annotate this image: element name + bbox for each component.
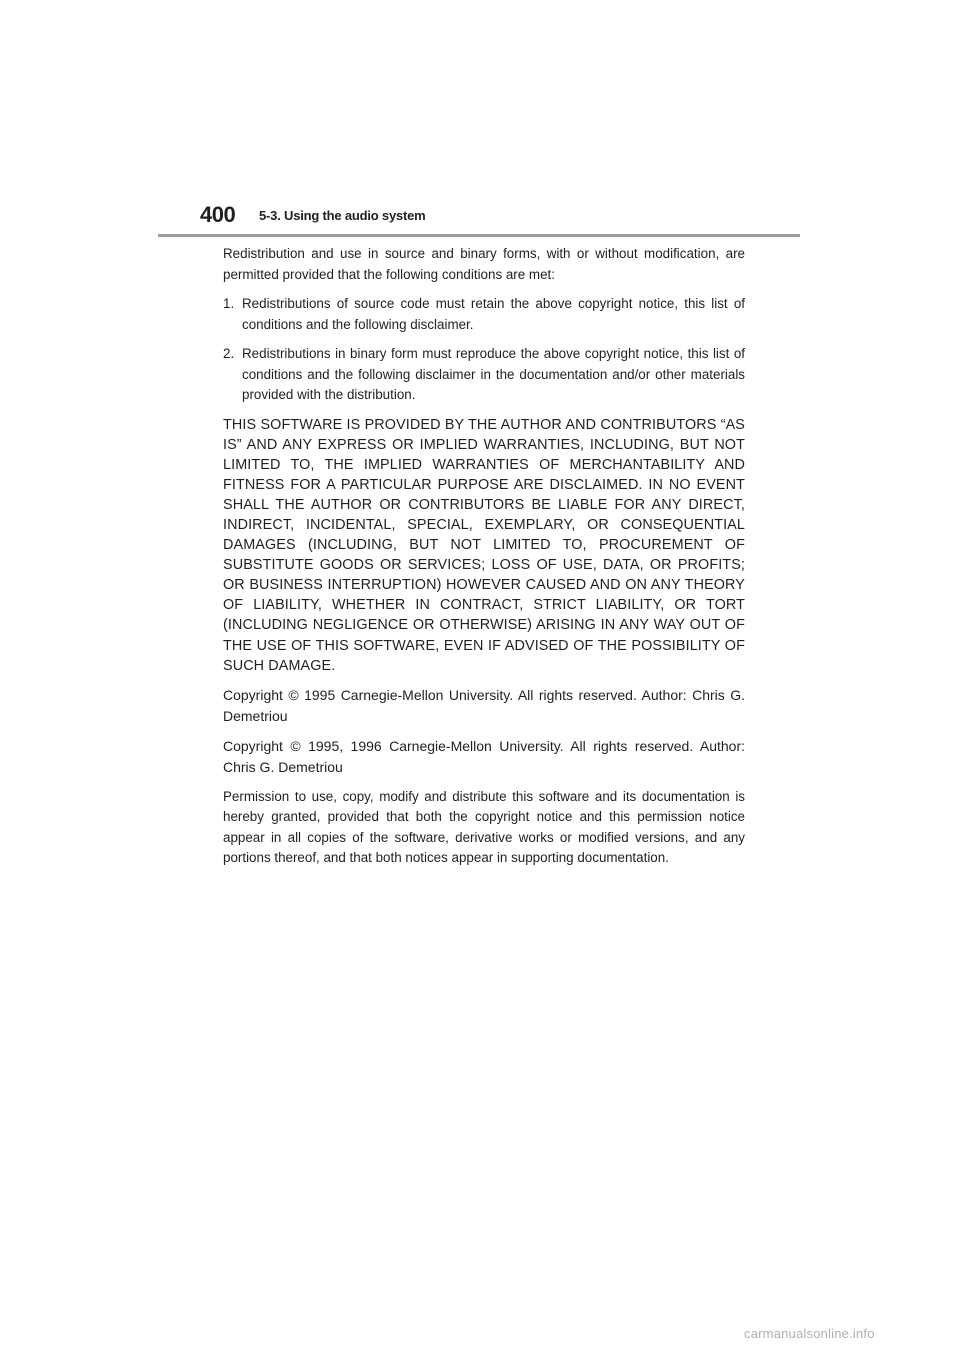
condition-text: Redistributions in binary form must reproduce the above copyright notice, this list of conditions and the following disclaimer in the documentation and/or other materials provided with the distribution. [242, 346, 745, 402]
permission-paragraph: Permission to use, copy, modify and distribute this software and its documentation is hereby granted, provided that both the copyright notice and this permission notice appear in all copies of the software, derivative works or modified versions, and any portions thereof, and that both notices appear in supporting documentation. [223, 788, 745, 866]
watermark: carmanualsonline.info [744, 1326, 875, 1341]
page-content [223, 244, 745, 878]
page-header [200, 202, 800, 232]
condition-item-1 [223, 294, 745, 335]
header-divider [158, 234, 800, 237]
intro-paragraph: Redistribution and use in source and binary forms, with or without modification, are permitted provided that the following conditions are met: [223, 246, 745, 282]
condition-number: 2. [223, 346, 235, 361]
condition-item-2 [223, 344, 745, 406]
copyright-notice-1: Copyright © 1995 Carnegie-Mellon University. All rights reserved. Author: Chris G. Demetriou [223, 686, 745, 724]
section-title: 5-3. Using the audio system [259, 208, 426, 223]
condition-text: Redistributions of source code must retain the above copyright notice, this list of conditions and the following disclaimer. [242, 296, 745, 332]
copyright-notice-2: Copyright © 1995, 1996 Carnegie-Mellon University. All rights reserved. Author: Chris G. Demetriou [223, 737, 745, 775]
page-number: 400 [200, 202, 236, 227]
condition-number: 1. [223, 296, 235, 311]
disclaimer-paragraph: THIS SOFTWARE IS PROVIDED BY THE AUTHOR AND CONTRIBUTORS “AS IS” AND ANY EXPRESS OR IMPLIED WARRANTIES, INCLUDING, BUT NOT LIMITED TO, THE IMPLIED WARRANTIES OF MERCHANTABILITY AND FITNESS FOR A PARTICULAR PURPOSE ARE DISCLAIMED. IN NO EVENT SHALL THE AUTHOR OR CONTRIBUTORS BE LIABLE FOR ANY DIRECT, INDIRECT, INCIDENTAL, SPECIAL, EXEMPLARY, OR CONSEQUENTIAL DAMAGES (INCLUDING, BUT NOT LIMITED TO, PROCUREMENT OF SUBSTITUTE GOODS OR SERVICES; LOSS OF USE, DATA, OR PROFITS; OR BUSINESS INTERRUPTION) HOWEVER CAUSED AND ON ANY THEORY OF LIABILITY, WHETHER IN CONTRACT, STRICT LIABILITY, OR TORT (INCLUDING NEGLIGENCE OR OTHERWISE) ARISING IN ANY WAY OUT OF THE USE OF THIS SOFTWARE, EVEN IF ADVISED OF THE POSSIBILITY OF SUCH DAMAGE. [223, 416, 745, 674]
